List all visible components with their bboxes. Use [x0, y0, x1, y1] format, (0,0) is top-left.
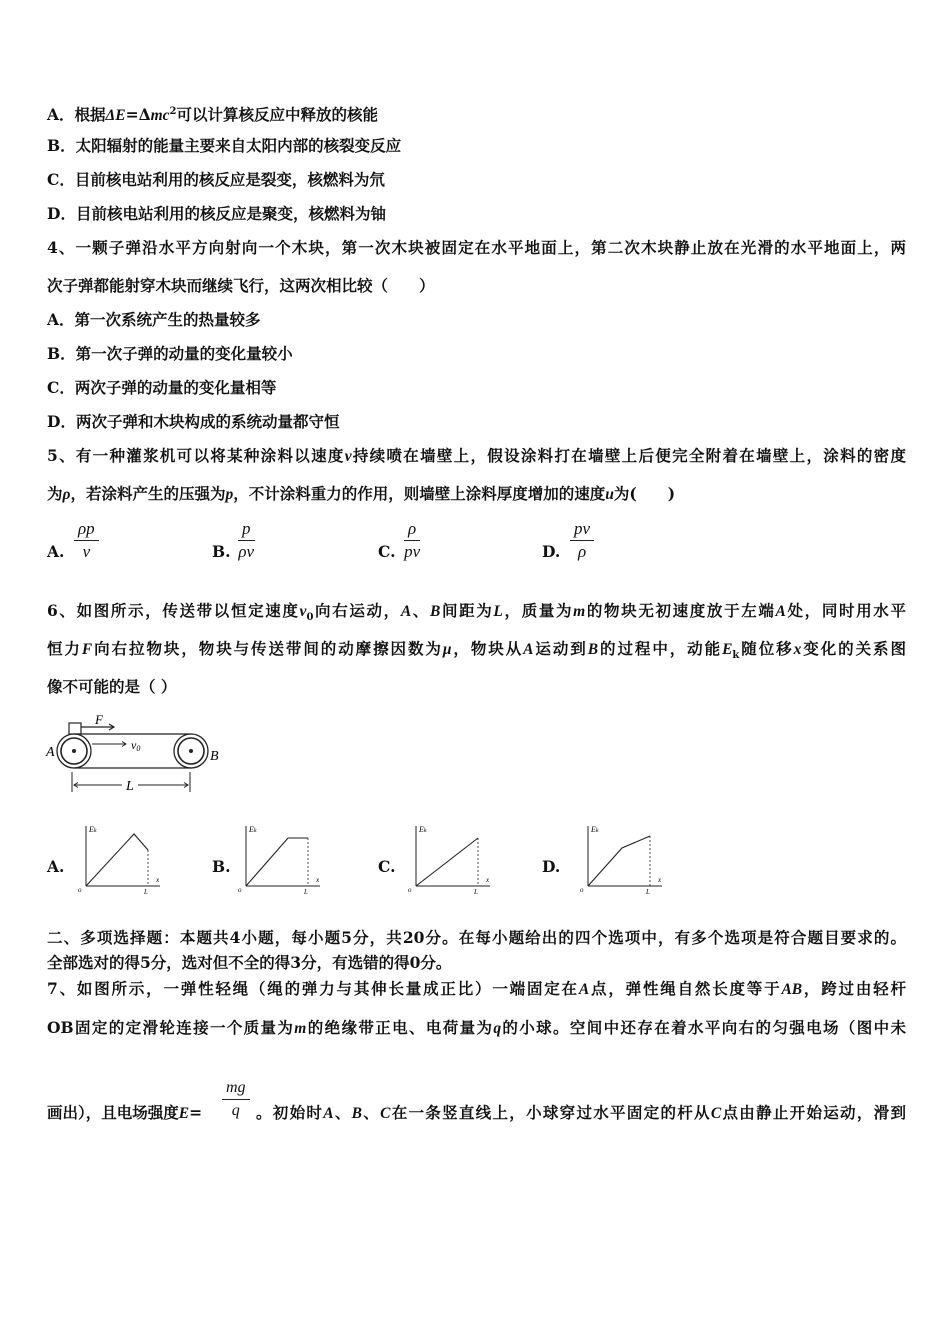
q5-stem-line1: [47, 446, 906, 467]
x-label: x: [658, 876, 662, 884]
y-label: Ek: [419, 825, 427, 834]
x-label: x: [316, 876, 320, 884]
q7-s1a: 7、如图所示，一弹性轻绳（绳的弹力与其伸长量成正比）一端固定在: [47, 979, 579, 998]
q5-b-den: ρv: [238, 542, 255, 561]
ek-curve: [588, 836, 650, 886]
q5-s1b: 持续喷在墙壁上，假设涂料打在墙壁上后便完全附着在墙壁上，涂料的密度: [351, 446, 906, 465]
block-shape: [69, 723, 81, 734]
q4-option-a: A．第一次系统产生的热量较多: [47, 310, 261, 329]
q3-option-d: D．目前核电站利用的核反应是聚变，核燃料为铀: [47, 204, 386, 223]
section2-heading-line2: 全部选对的得5分，选对但不全的得3分，有选错的得0分。: [47, 953, 452, 972]
q7-var-B: B: [351, 1105, 362, 1122]
q7-s3f: 点由静止开始运动，滑到: [721, 1103, 906, 1122]
q7-field-fraction: [222, 1077, 250, 1122]
q5-s2c: ，不计涂料重力的作用，则墙壁上涂料厚度增加的速度: [233, 484, 606, 503]
q5-b-num: p: [238, 518, 255, 541]
origin-label: o: [78, 886, 82, 894]
q6-option-a-label: A.: [47, 857, 65, 876]
q5-option-c-fraction: [404, 518, 420, 563]
fig-label-A: A: [46, 745, 55, 760]
q6-var-A2: A: [775, 603, 786, 620]
q6-s1c: 、: [411, 601, 430, 620]
q6-s1d: 间距为: [440, 601, 494, 620]
q6-graph-d: [578, 822, 666, 894]
q5-var-u: u: [605, 486, 614, 503]
x-label: x: [156, 876, 160, 884]
section2-heading-line1: 二、多项选择题：本题共4小题，每小题5分，共20分。在每小题给出的四个选项中，有多个选项是符合题目要求的。: [47, 928, 906, 947]
q3-option-b: B．太阳辐射的能量主要来自太阳内部的核裂变反应: [47, 136, 402, 155]
q6-s2d: 运动到: [533, 639, 588, 658]
q6-var-A3: A: [523, 641, 534, 658]
q5-option-a-label: A.: [47, 542, 65, 561]
L-label: L: [474, 888, 478, 894]
conveyor-belt-figure: [44, 708, 234, 798]
y-label: Ek: [89, 825, 97, 834]
q5-option-b-label: B.: [212, 542, 231, 561]
L-label: L: [144, 888, 148, 894]
q6-var-v0-sub: 0: [306, 612, 314, 624]
q5-a-den: v: [82, 542, 91, 561]
q7-var-AB: AB: [781, 981, 803, 998]
L-label: L: [304, 888, 308, 894]
q7-var-q: q: [493, 1020, 502, 1037]
q6-graph-b: [236, 822, 324, 894]
q6-var-F: F: [81, 641, 93, 658]
q5-var-p: p: [225, 486, 234, 503]
fig-label-B: B: [210, 749, 219, 764]
q7-s2c: 的小球。空间中还存在着水平向右的匀强电场（图中未: [501, 1018, 906, 1037]
L-label: L: [646, 888, 650, 894]
q5-var-v: v: [344, 448, 352, 465]
ek-curve: [416, 838, 478, 886]
q7-var-m: m: [294, 1020, 307, 1037]
q6-var-Ek-sub: k: [732, 650, 740, 662]
q5-option-d-fraction: [570, 518, 594, 563]
q3-option-a-prefix: A．根据: [47, 105, 106, 125]
q4-option-d: D．两次子弹和木块构成的系统动量都守恒: [47, 412, 340, 431]
q6-var-B2: B: [587, 641, 599, 658]
left-pulley-axle: [72, 749, 76, 753]
q6-option-b-label: B.: [212, 857, 231, 876]
ek-curve: [246, 838, 308, 886]
q7-frac-num: mg: [222, 1077, 250, 1100]
q3-option-a-mc: mc: [150, 107, 170, 125]
q7-s3d1: 、: [333, 1103, 352, 1122]
q7-var-A2: A: [323, 1105, 334, 1122]
q5-s2a: 为: [47, 484, 63, 503]
q6-var-A: A: [400, 603, 412, 620]
q5-option-b-fraction: [238, 518, 255, 563]
q4-option-b: B．第一次子弹的动量的变化量较小: [47, 344, 293, 363]
q5-var-rho: ρ: [62, 486, 71, 503]
q7-frac-den: q: [231, 1102, 240, 1119]
q6-s2g: 变化的关系图: [801, 639, 906, 658]
q6-s2c: ，物块从: [451, 639, 524, 658]
q6-var-B: B: [429, 603, 441, 620]
q6-graph-a: [76, 822, 164, 894]
fig-label-v0: v0: [131, 738, 141, 753]
q6-stem-line3: 像不可能的是（ ）: [47, 677, 177, 696]
q3-option-a-E: E: [115, 107, 126, 125]
q4-stem-line1: 4、一颗子弹沿水平方向射向一个木块，第一次木块被固定在水平地面上，第二次木块静止放在光滑的水平地面上，两: [47, 238, 906, 257]
q7-s1b: 点，弹性绳自然长度等于: [589, 979, 782, 998]
q7-s3a: 画出），且电场强度: [47, 1103, 179, 1122]
q6-var-x: x: [793, 641, 802, 658]
q7-stem-line3-left: [47, 1103, 202, 1124]
y-label: Ek: [249, 825, 257, 834]
q7-s2a: OB固定的定滑轮连接一个质量为: [47, 1018, 295, 1037]
q3-option-a: [47, 102, 378, 126]
fig-label-F: F: [95, 712, 103, 727]
q3-option-a-sup: 2: [169, 106, 177, 117]
q7-s3b: =: [189, 1103, 203, 1122]
q7-var-C: C: [380, 1105, 391, 1122]
q6-graph-c: [406, 822, 494, 894]
q5-c-den: pv: [404, 542, 421, 561]
q5-s2b: ，若涂料产生的压强为: [70, 484, 226, 503]
q4-stem-line2: 次子弹都能射穿木块而继续飞行，这两次相比较（ ）: [47, 276, 435, 295]
q6-var-L: L: [493, 603, 503, 620]
origin-label: o: [238, 886, 242, 894]
y-label: Ek: [591, 825, 599, 834]
q5-s1a: 5、有一种灌浆机可以将某种涂料以速度: [47, 446, 345, 465]
q7-s3e: 在一条竖直线上，小球穿过水平固定的杆从: [390, 1103, 711, 1122]
q5-option-c-label: C.: [378, 542, 396, 561]
q6-s2b: 向右拉物块，物块与传送带间的动摩擦因数为: [92, 639, 443, 658]
q6-var-mu: μ: [442, 641, 452, 658]
q7-s2b: 的绝缘带正电、电荷量为: [306, 1018, 494, 1037]
q4-option-c: C．两次子弹的动量的变化量相等: [47, 378, 277, 397]
q5-option-d-label: D.: [542, 542, 561, 561]
q6-stem-line1: [47, 601, 906, 628]
q7-var-E: E: [178, 1105, 190, 1122]
origin-label: o: [408, 886, 412, 894]
q3-option-a-delta: Δ: [105, 107, 116, 125]
q7-stem-line3-right: [256, 1103, 906, 1124]
right-pulley-axle: [189, 749, 193, 753]
q6-s2e: 的过程中，动能: [598, 639, 723, 658]
q5-option-a-fraction: [74, 518, 99, 563]
q7-s1c: ，跨过由轻杆: [802, 979, 906, 998]
q5-s2d: 为( ): [613, 484, 676, 503]
q5-c-num: ρ: [404, 518, 420, 541]
q6-option-c-label: C.: [378, 857, 396, 876]
q7-var-A: A: [578, 981, 590, 998]
q6-s2a: 恒力: [47, 639, 82, 658]
q6-s2f: 随位移: [739, 639, 794, 658]
q7-stem-line1: [47, 979, 906, 1000]
q3-option-a-eq: =Δ: [125, 105, 151, 125]
q5-stem-line2: [47, 484, 675, 505]
q6-var-v0: v: [299, 603, 307, 620]
q6-var-Ek: E: [722, 641, 733, 658]
q6-s1f: 的物块无初速度放于左端: [585, 601, 776, 620]
q7-s3d2: 、: [361, 1103, 381, 1122]
q5-a-num: ρp: [74, 518, 99, 541]
q7-var-C2: C: [710, 1105, 722, 1122]
q6-s1a: 6、如图所示，传送带以恒定速度: [47, 601, 300, 620]
q6-stem-line2: [47, 639, 906, 666]
origin-label: o: [580, 886, 584, 894]
q3-option-a-text: 可以计算核反应中释放的核能: [176, 105, 379, 125]
q6-s1e: ，质量为: [502, 601, 574, 620]
q3-option-c: C．目前核电站利用的核反应是裂变，核燃料为氘: [47, 170, 385, 189]
q6-s1b: 向右运动，: [313, 601, 401, 620]
q7-s3c: 。初始时: [256, 1103, 324, 1122]
q5-d-num: pv: [570, 518, 594, 541]
q6-s1g: 处，同时用水平: [785, 601, 906, 620]
ek-curve: [86, 834, 148, 886]
q6-option-d-label: D.: [542, 857, 561, 876]
q7-stem-line2: [47, 1018, 906, 1039]
x-label: x: [486, 876, 490, 884]
q6-var-m: m: [573, 603, 586, 620]
q5-d-den: ρ: [577, 542, 587, 561]
fig-label-L: L: [126, 779, 134, 794]
